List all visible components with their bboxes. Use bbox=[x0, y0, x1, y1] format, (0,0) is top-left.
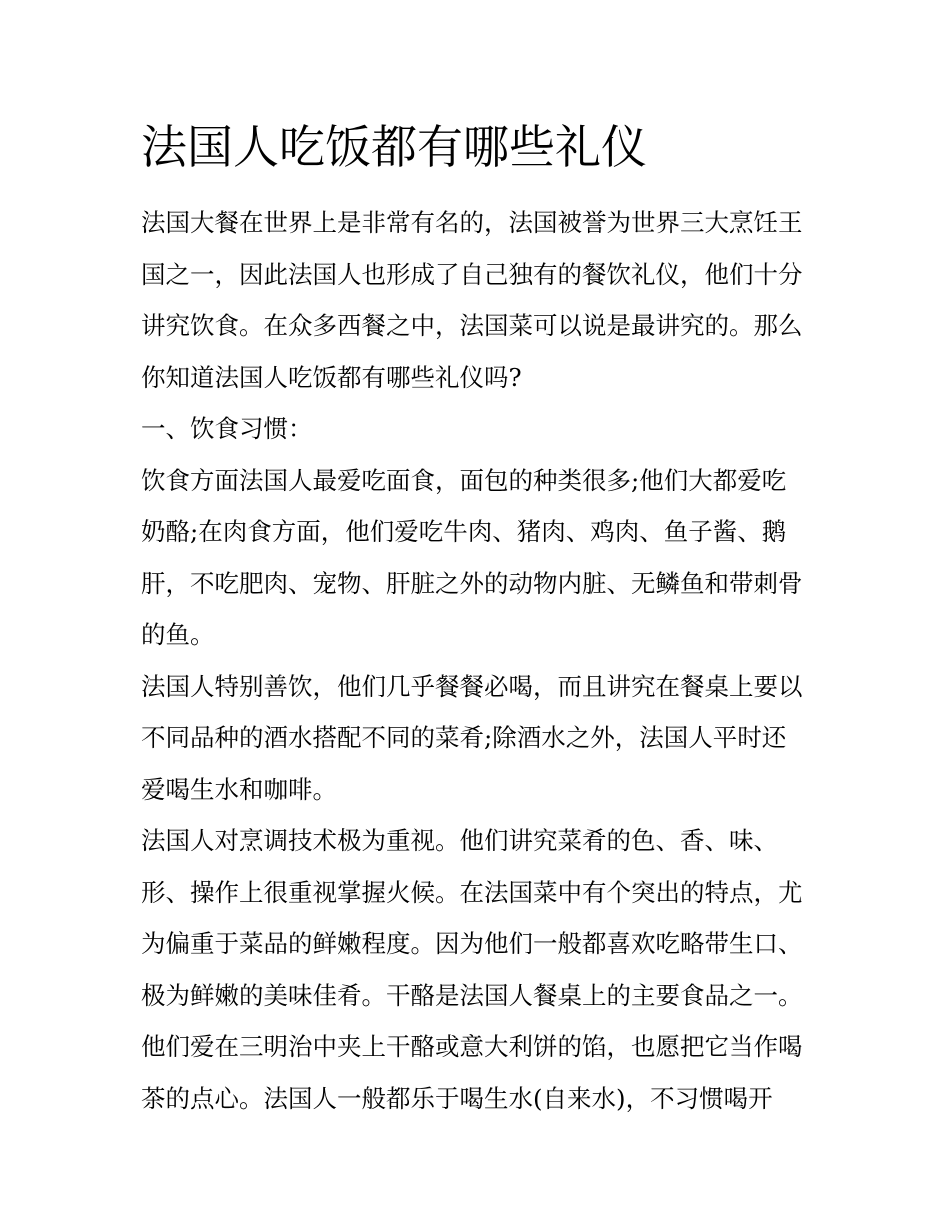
body-line: 饮食方面法国人最爱吃面食，面包的种类很多;他们大都爱吃 bbox=[141, 465, 787, 495]
body-line: 讲究饮食。在众多西餐之中，法国菜可以说是最讲究的。那么 bbox=[141, 311, 803, 340]
document-body bbox=[141, 197, 821, 1124]
body-line: 肝，不吃肥肉、宠物、肝脏之外的动物内脏、无鳞鱼和带刺骨 bbox=[141, 568, 803, 598]
body-line: 茶的点心。法国人一般都乐于喝生水(自来水)，不习惯喝开 bbox=[141, 1083, 773, 1113]
body-line: 爱喝生水和咖啡。 bbox=[141, 774, 337, 804]
body-line: 你知道法国人吃饭都有哪些礼仪吗? bbox=[141, 362, 522, 392]
body-line: 国之一，因此法国人也形成了自己独有的餐饮礼仪，他们十分 bbox=[141, 259, 803, 289]
body-line: 不同品种的酒水搭配不同的菜肴;除酒水之外，法国人平时还 bbox=[141, 723, 787, 752]
body-line: 法国大餐在世界上是非常有名的，法国被誉为世界三大烹饪王 bbox=[141, 208, 803, 237]
body-line: 法国人对烹调技术极为重视。他们讲究菜肴的色、香、味、 bbox=[141, 826, 778, 855]
body-line: 极为鲜嫩的美味佳肴。干酪是法国人餐桌上的主要食品之一。 bbox=[141, 980, 803, 1010]
body-line: 的鱼。 bbox=[141, 620, 215, 649]
section-heading: 一、饮食习惯： bbox=[141, 414, 313, 443]
body-line: 形、操作上很重视掌握火候。在法国菜中有个突出的特点，尤 bbox=[141, 877, 803, 907]
body-line: 他们爱在三明治中夹上干酪或意大利饼的馅，也愿把它当作喝 bbox=[141, 1032, 803, 1061]
body-line: 奶酪;在肉食方面，他们爱吃牛肉、猪肉、鸡肉、鱼子酱、鹅 bbox=[141, 517, 787, 546]
body-line: 为偏重于菜品的鲜嫩程度。因为他们一般都喜欢吃略带生口、 bbox=[141, 929, 803, 958]
body-line: 法国人特别善饮，他们几乎餐餐必喝，而且讲究在餐桌上要以 bbox=[141, 671, 803, 701]
document-title: 法国人吃饭都有哪些礼仪 bbox=[141, 120, 647, 174]
